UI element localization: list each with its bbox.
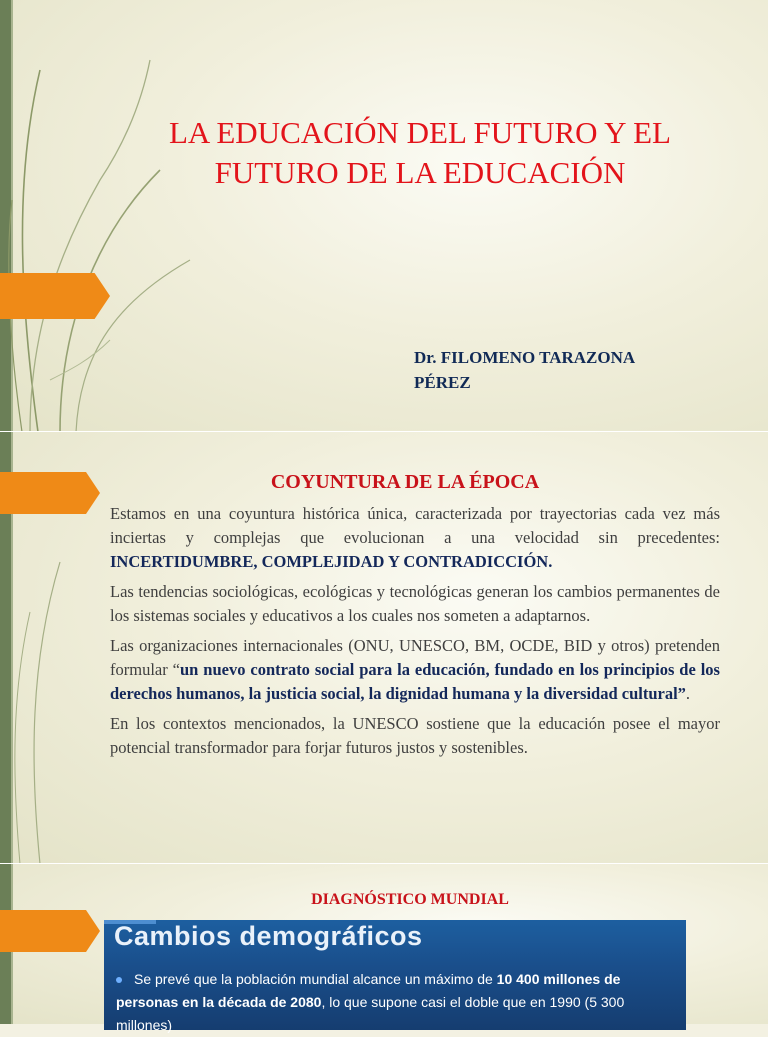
bullet-dot-icon: [116, 977, 122, 983]
section-title: DIAGNÓSTICO MUNDIAL: [311, 891, 509, 908]
image-text-a: Se prevé que la población mundial alcance un máximo de: [134, 971, 497, 987]
presentation-title: [120, 113, 720, 193]
bullet-text: Las tendencias sociológicas, ecológicas y tecnológicas generan los cambios permanentes de los sistemas sociales y educativos a los cuales nos someten a adaptarnos.: [110, 582, 720, 625]
bullet-text: Las organizaciones internacionales (ONU, UNESCO, BM, OCDE, BID y otros) pretenden formular “: [110, 636, 720, 679]
author-line-1: Dr. FILOMENO TARAZONA: [414, 348, 636, 367]
bullet-text: Estamos en una coyuntura histórica única, caracterizada por trayectorias cada vez más inciertas y complejas que evolucionan a una velocidad sin precedentes:: [110, 504, 720, 547]
bullet-emphasis: un nuevo contrato social para la educación, fundado en los principios de los derechos humanos, la justicia social, la dignidad humana y la diversidad cultural”: [110, 660, 720, 703]
image-bullet-text: [116, 968, 676, 1037]
title-line-1: LA EDUCACIÓN DEL FUTURO Y EL: [169, 115, 671, 150]
image-text-c: , lo que supone casi el doble que en 1990 (5 300 millones): [116, 994, 625, 1033]
demographics-image: [104, 920, 686, 1033]
orange-arrow-marker: [0, 910, 100, 952]
image-heading: Cambios demográficos: [114, 921, 423, 951]
bullet-text-end: .: [685, 684, 691, 703]
image-text-b: 10 400 millones de personas en la década de 2080: [116, 971, 621, 1010]
bullet-item: [88, 634, 720, 706]
slide-diagnostico: [0, 864, 768, 1033]
bullet-emphasis: INCERTIDUMBRE, COMPLEJIDAD Y CONTRADICCIÓN.: [110, 552, 553, 571]
bullet-text: En los contextos mencionados, la UNESCO sostiene que la educación posee el mayor potencial transformador para forjar futuros justos y sostenibles.: [110, 714, 720, 757]
bullet-item: [88, 580, 720, 628]
author-name: [414, 345, 694, 395]
bullet-list: [88, 502, 720, 766]
orange-arrow-marker: [0, 273, 110, 319]
section-title: COYUNTURA DE LA ÉPOCA: [270, 471, 540, 493]
orange-arrow-marker: [0, 472, 100, 514]
slide-title: [0, 0, 768, 432]
bullet-item: [88, 502, 720, 574]
leaf-decoration-icon: [0, 0, 200, 432]
author-line-2: PÉREZ: [414, 373, 471, 392]
title-line-2: FUTURO DE LA EDUCACIÓN: [214, 155, 626, 190]
bullet-item: [88, 712, 720, 760]
slide-coyuntura: [0, 432, 768, 864]
